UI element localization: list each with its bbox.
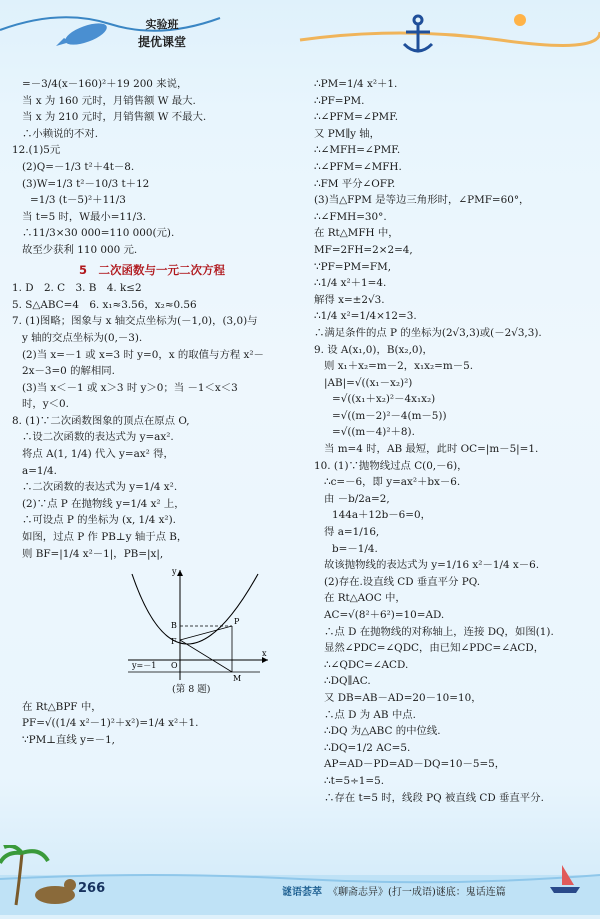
answer-line: ∴c=－6，即 y=ax²＋bx－6. bbox=[324, 476, 461, 489]
sun-icon bbox=[514, 14, 526, 26]
answer-line: ∴DQ 为△ABC 的中位线. bbox=[324, 725, 441, 738]
answer-line: AP=AD－PD=AD－DQ=10－5=5， bbox=[324, 758, 506, 771]
answer-line: 10. (1)∵抛物线过点 C(0,－6)， bbox=[314, 459, 468, 472]
answer-line: 当 m=4 时，AB 最短，此时 OC=|m－5|=1. bbox=[324, 443, 539, 456]
answer-line: =√((m－2)²－4(m－5)) bbox=[332, 409, 447, 422]
answer-line: 则 x₁＋x₂=m－2，x₁x₂=m－5. bbox=[324, 360, 473, 373]
answer-line: (2)Q=－1/3 t²＋4t－8. bbox=[22, 160, 135, 173]
label-B: B bbox=[171, 621, 177, 631]
answer-line: 2x－3=0 的解相同. bbox=[22, 365, 115, 378]
riddle-footer bbox=[282, 883, 506, 898]
answer-line: ∴∠PFM=∠PMF. bbox=[314, 111, 399, 124]
answer-line: (3)当△FPM 是等边三角形时，∠PMF=60°， bbox=[314, 194, 530, 207]
answer-line: 在 Rt△AOC 中， bbox=[324, 592, 406, 605]
answer-line: b=－1/4. bbox=[332, 542, 378, 555]
right-column bbox=[314, 76, 594, 806]
answer-line: =√((m－4)²＋8). bbox=[332, 426, 415, 439]
answer-line: MF=2FH=2×2=4, bbox=[314, 243, 413, 256]
answer-line: 当 x 为 210 元时，月销售额 W 不最大. bbox=[22, 111, 207, 124]
answer-line: 144a＋12b－6=0， bbox=[332, 509, 431, 522]
answer-line: 故该抛物线的表达式为 y=1/16 x²－1/4 x－6. bbox=[324, 559, 540, 572]
header-decoration bbox=[0, 0, 600, 72]
parabola-diagram bbox=[120, 564, 270, 682]
answer-line: ∴存在 t=5 时，线段 PQ 被直线 CD 垂直平分. bbox=[324, 791, 544, 804]
label-F: F bbox=[171, 637, 177, 647]
section-title: 5 二次函数与一元二次方程 bbox=[78, 262, 225, 277]
answer-line: 显然∠PDC=∠QDC，由已知∠PDC=∠ACD， bbox=[324, 642, 545, 655]
answer-line: =1/3 (t－5)²＋11/3 bbox=[30, 194, 126, 207]
answer-line: (3)W=1/3 t²－10/3 t＋12 bbox=[22, 177, 150, 190]
brand-line1: 实验班 bbox=[145, 18, 179, 31]
answer-line: ∴∠FMH=30°. bbox=[314, 210, 387, 223]
answer-line: 8. (1)∵二次函数图象的顶点在原点 O, bbox=[12, 414, 190, 427]
answer-line: 故至少获利 110 000 元. bbox=[22, 243, 138, 256]
answer-line: 如图，过点 P 作 PB⊥y 轴于点 B， bbox=[22, 531, 188, 544]
answer-line: 由 －b/2a=2, bbox=[324, 492, 390, 505]
answer-line: ∴1/4 x²＋1=4. bbox=[314, 277, 387, 290]
answer-line: y 轴的交点坐标为(0,－3). bbox=[22, 331, 143, 344]
answer-line: ∴11/3×30 000=110 000(元). bbox=[22, 227, 175, 240]
answer-line: ∴∠QDC=∠ACD. bbox=[324, 658, 409, 671]
answer-line: =√((x₁＋x₂)²－4x₁x₂) bbox=[332, 393, 436, 406]
answer-line: ∴PM=1/4 x²＋1. bbox=[314, 78, 398, 90]
figure-caption: (第 8 题) bbox=[172, 684, 211, 696]
answer-line: ∴1/4 x²=1/4×12=3. bbox=[314, 310, 417, 323]
answer-line: |AB|=√((x₁－x₂)²) bbox=[324, 376, 413, 389]
answer-line: PF=√((1/4 x²－1)²＋x²)=1/4 x²＋1. bbox=[22, 717, 199, 730]
answer-line: 当 t=5 时，W最小=11/3. bbox=[22, 210, 147, 223]
answer-line: 将点 A(1, 1/4) 代入 y=ax² 得， bbox=[22, 448, 174, 461]
label-P: P bbox=[234, 617, 240, 627]
parabola-curve bbox=[132, 574, 258, 647]
label-M: M bbox=[233, 674, 242, 683]
answer-line: ∴二次函数的表达式为 y=1/4 x². bbox=[22, 481, 178, 494]
answer-line: 得 a=1/16, bbox=[324, 526, 380, 539]
label-line: y=－1 bbox=[132, 661, 157, 671]
label-O: O bbox=[171, 661, 178, 671]
left-column bbox=[12, 76, 292, 749]
dolphin-icon bbox=[63, 19, 110, 49]
answer-line: 则 BF=|1/4 x²－1|，PB=|x|, bbox=[22, 547, 164, 560]
label-x: x bbox=[262, 649, 267, 659]
answer-line: 在 Rt△BPF 中， bbox=[22, 700, 102, 713]
page-header bbox=[0, 0, 600, 72]
answer-line: 解得 x=±2√3. bbox=[314, 293, 385, 306]
answer-line: ∴∠PFM=∠MFH. bbox=[314, 160, 402, 173]
answer-line: 时，y＜0. bbox=[22, 398, 69, 411]
answer-line: ∴FM 平分∠OFP. bbox=[314, 177, 396, 190]
answer-line: ∴∠MFH=∠PMF. bbox=[314, 144, 401, 157]
answer-line: 12.(1)5元 bbox=[12, 144, 61, 157]
answer-line: ∴PF=PM. bbox=[314, 94, 365, 107]
answer-line: ∵PF=PM=FM, bbox=[314, 260, 392, 273]
answer-line: 7. (1)图略；图象与 x 轴交点坐标为(－1,0)，(3,0)与 bbox=[12, 315, 258, 328]
riddle-tag: 谜语荟萃 bbox=[282, 887, 322, 898]
answer-line: ∴小赖说的不对. bbox=[22, 127, 99, 140]
answer-line: ∴设二次函数的表达式为 y=ax². bbox=[22, 431, 174, 444]
brand-line2: 提优课堂 bbox=[138, 35, 187, 49]
answer-line: =－3/4(x－160)²＋19 200 来说， bbox=[22, 78, 188, 90]
riddle-text: 《聊斋志异》(打一成语)谜底：鬼话连篇 bbox=[328, 887, 506, 898]
answer-line: ∴DQ=1/2 AC=5. bbox=[324, 741, 411, 754]
answer-line: 1. D 2. C 3. B 4. k≤2 bbox=[12, 282, 142, 295]
answer-line: ∴点 D 为 AB 中点. bbox=[324, 708, 416, 721]
answer-line: ∵PM⊥直线 y=－1, bbox=[22, 734, 115, 746]
answer-line: (2)当 x=－1 或 x=3 时 y=0，x 的取值与方程 x²－ bbox=[22, 348, 264, 361]
answer-line: ∴点 D 在抛物线的对称轴上，连接 DQ，如图(1). bbox=[324, 625, 554, 638]
footer-decoration bbox=[0, 845, 600, 915]
page-number: 266 bbox=[78, 881, 106, 896]
label-y: y bbox=[172, 567, 177, 577]
answer-line: 当 x 为 160 元时，月销售额 W 最大. bbox=[22, 94, 196, 107]
answer-line: ∴满足条件的点 P 的坐标为(2√3,3)或(－2√3,3). bbox=[314, 326, 542, 339]
answer-line: ∴DQ∥AC. bbox=[324, 675, 371, 688]
answer-line: ∴可设点 P 的坐标为 (x, 1/4 x²). bbox=[22, 514, 176, 527]
answer-line: ∴t=5÷1=5. bbox=[324, 774, 385, 787]
figure-8 bbox=[120, 564, 270, 682]
answer-line: (2)∵点 P 在抛物线 y=1/4 x² 上， bbox=[22, 497, 185, 510]
brand-logo bbox=[138, 16, 186, 50]
answer-line: AC=√(8²＋6²)=10=AD. bbox=[324, 609, 445, 621]
answer-line: 又 PM∥y 轴， bbox=[314, 127, 381, 140]
answer-line: 又 DB=AB－AD=20－10=10， bbox=[324, 691, 482, 704]
answer-line: 5. S△ABC=4 6. x₁≈3.56，x₂≈0.56 bbox=[12, 298, 197, 311]
answer-line: (3)当 x＜－1 或 x＞3 时 y＞0；当 －1＜x＜3 bbox=[22, 381, 238, 394]
answer-line: 在 Rt△MFH 中， bbox=[314, 227, 399, 240]
answer-line: 9. 设 A(x₁,0)，B(x₂,0)， bbox=[314, 343, 433, 356]
answer-line: (2)存在.设直线 CD 垂直平分 PQ. bbox=[324, 575, 481, 588]
answer-line: a=1/4. bbox=[22, 464, 57, 477]
